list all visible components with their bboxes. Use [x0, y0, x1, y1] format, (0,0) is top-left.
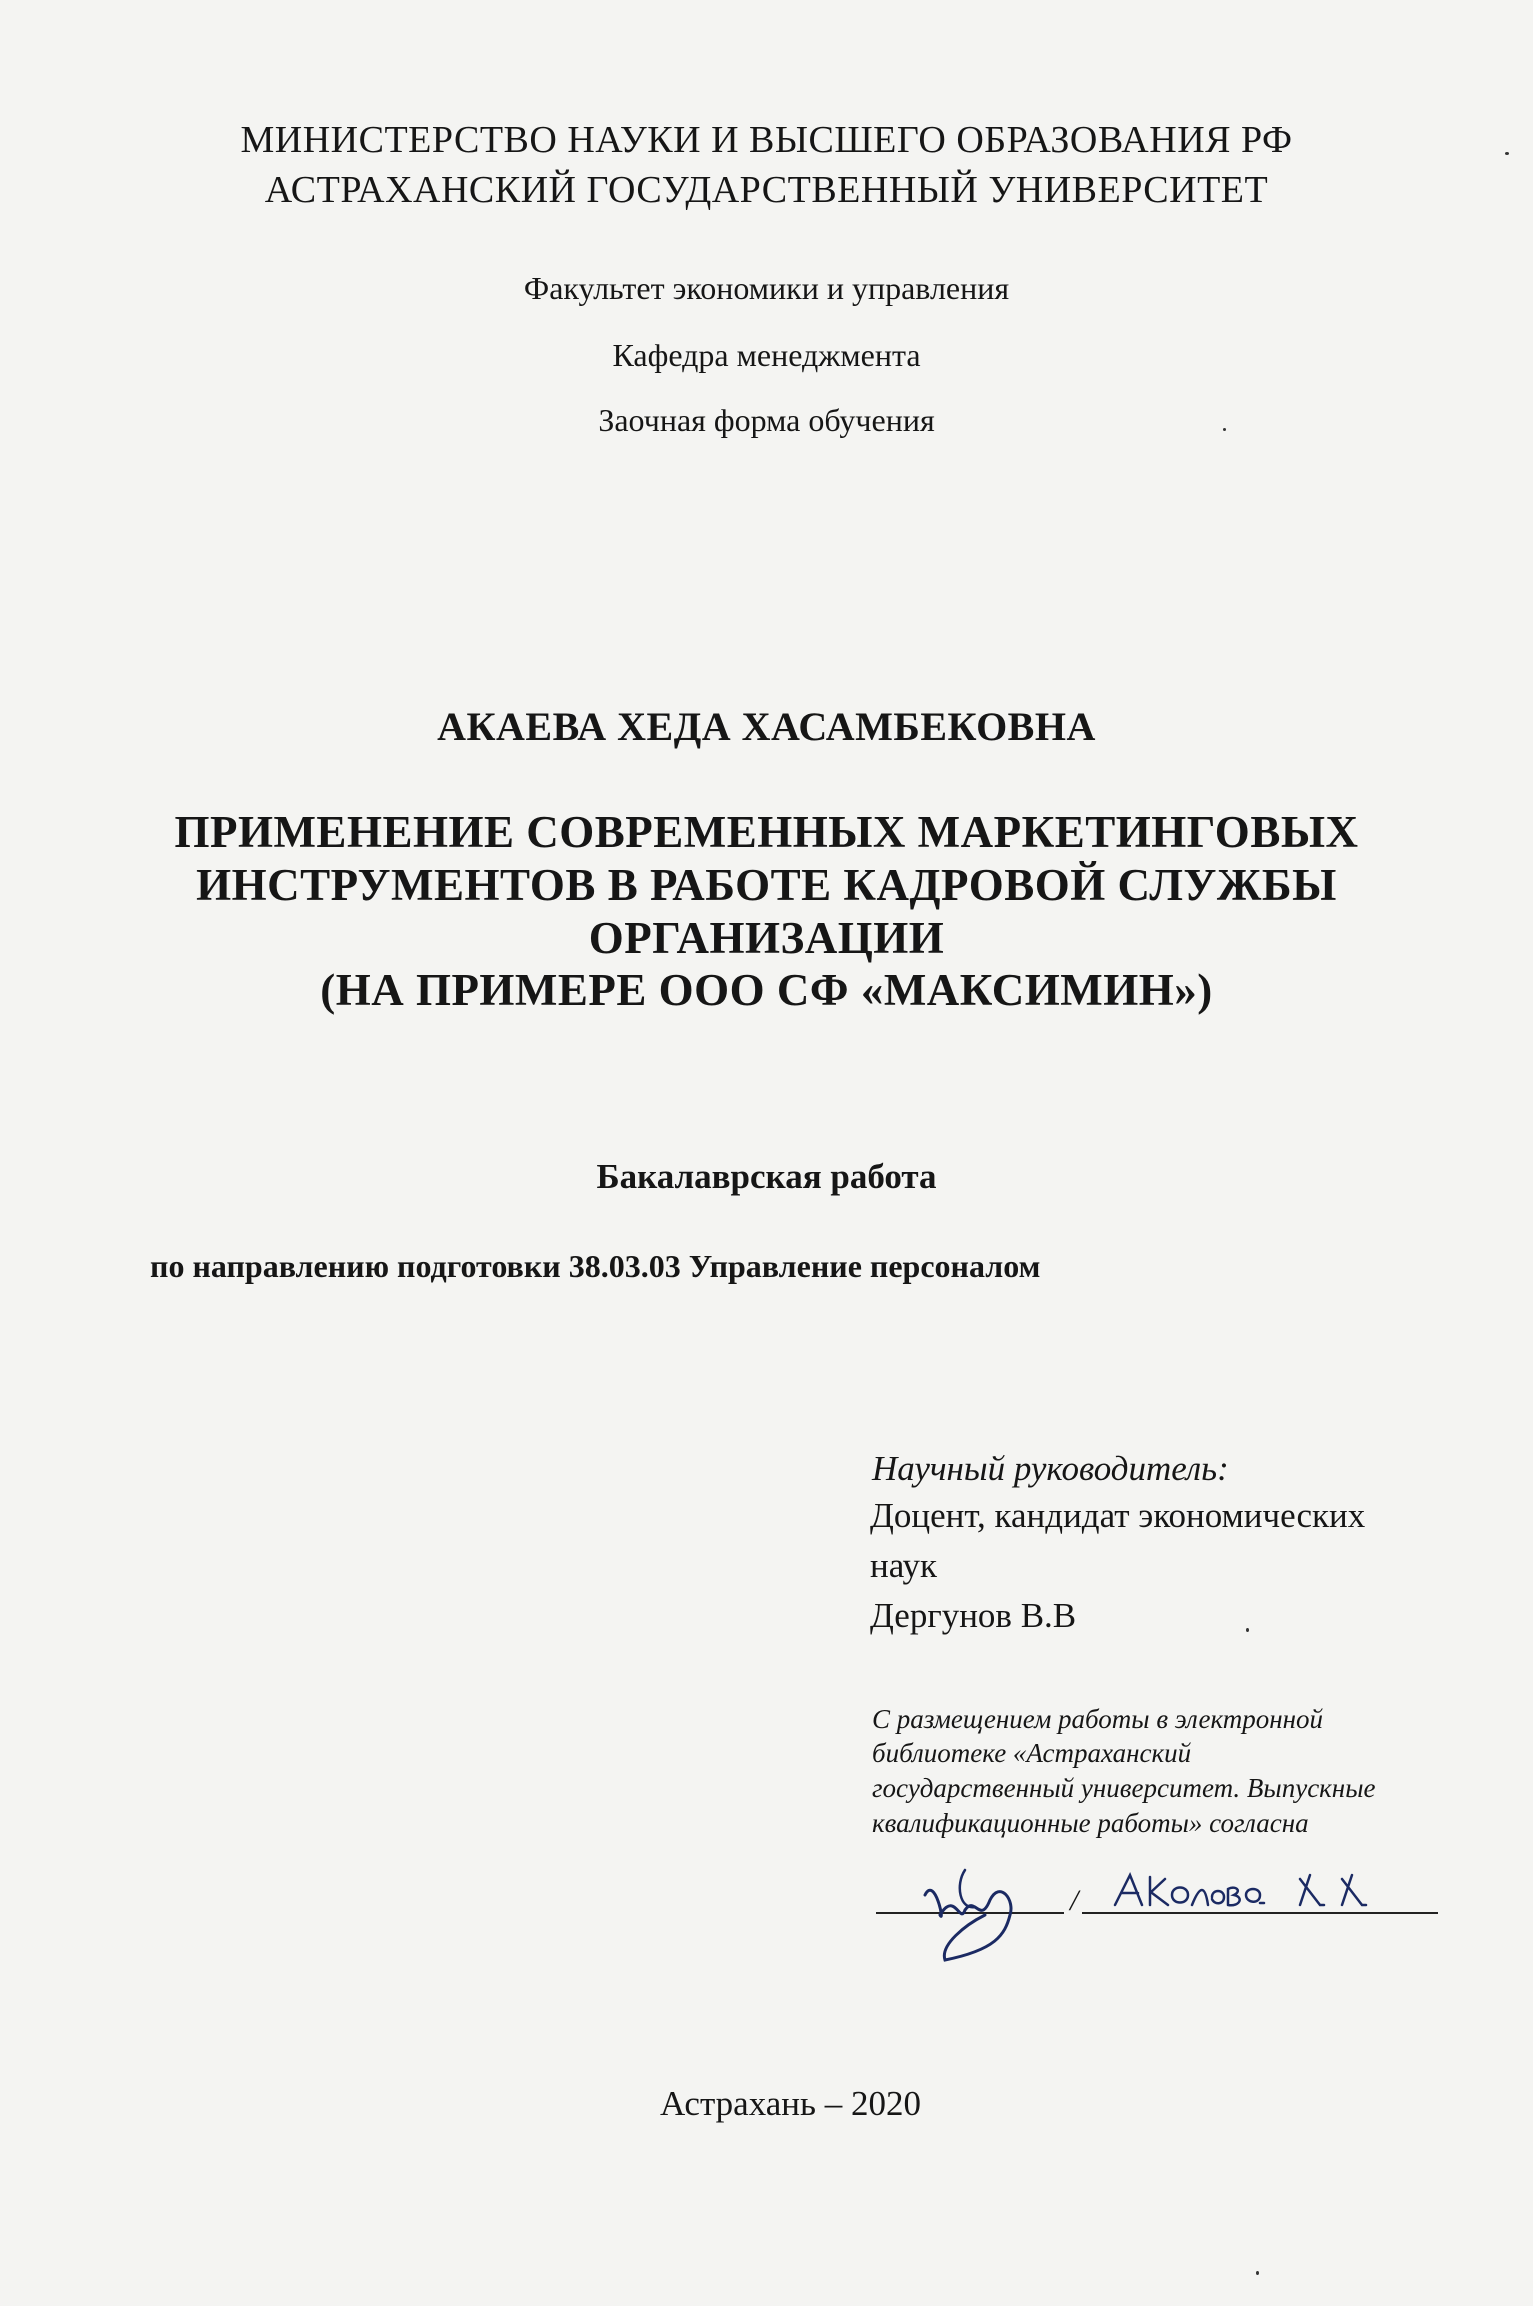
- scan-speck: [1505, 152, 1509, 155]
- thesis-title-line-3: ОРГАНИЗАЦИИ: [588, 913, 945, 963]
- direction-line: по направлению подготовки 38.03.03 Управление персоналом: [150, 1248, 1041, 1284]
- city-year: Астрахань – 2020: [660, 2084, 921, 2123]
- work-type: Бакалаврская работа: [596, 1157, 937, 1196]
- study-form-line: Заочная форма обучения: [598, 402, 935, 438]
- consent-line-2: библиотеке «Астраханский: [872, 1738, 1192, 1768]
- handwritten-name: [1110, 1865, 1440, 1915]
- faculty-line: Факультет экономики и управления: [523, 270, 1010, 306]
- thesis-title-line-1: ПРИМЕНЕНИЕ СОВРЕМЕННЫХ МАРКЕТИНГОВЫХ: [174, 807, 1359, 857]
- consent-line-3: государственный университет. Выпускные: [872, 1773, 1376, 1803]
- supervisor-label: Научный руководитель:: [872, 1449, 1229, 1488]
- ministry-line: МИНИСТЕРСТВО НАУКИ И ВЫСШЕГО ОБРАЗОВАНИЯ РФ: [240, 119, 1293, 161]
- consent-line-4: квалификационные работы» согласна: [872, 1808, 1309, 1838]
- handwritten-signature: [905, 1855, 1055, 1965]
- scan-speck: [1246, 1628, 1249, 1632]
- scan-speck: [1223, 428, 1226, 431]
- university-line: АСТРАХАНСКИЙ ГОСУДАРСТВЕННЫЙ УНИВЕРСИТЕТ: [264, 169, 1269, 211]
- supervisor-position-line-1: Доцент, кандидат экономических: [870, 1496, 1366, 1535]
- signature-separator: /: [1070, 1884, 1079, 1917]
- thesis-title-line-4: (НА ПРИМЕРЕ ООО СФ «МАКСИМИН»): [320, 965, 1213, 1015]
- thesis-title-line-2: ИНСТРУМЕНТОВ В РАБОТЕ КАДРОВОЙ СЛУЖБЫ: [196, 860, 1337, 910]
- supervisor-position-line-2: наук: [870, 1546, 937, 1585]
- department-line: Кафедра менеджмента: [612, 337, 921, 373]
- consent-line-1: С размещением работы в электронной: [872, 1704, 1324, 1734]
- scan-speck: [1256, 2271, 1259, 2275]
- supervisor-name: Дергунов В.В: [870, 1596, 1077, 1635]
- author-name: АКАЕВА ХЕДА ХАСАМБЕКОВНА: [437, 704, 1096, 749]
